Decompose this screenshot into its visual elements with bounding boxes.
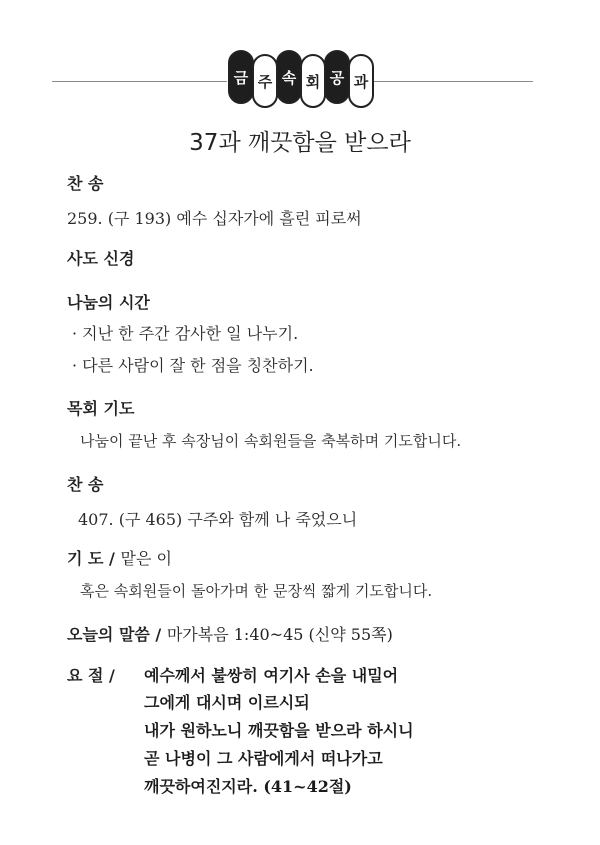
banner-rule-left [52, 81, 227, 82]
sharing-heading: 나눔의 시간 [67, 293, 150, 312]
lesson-banner [0, 48, 600, 108]
prayer-text: 혹은 속회원들이 돌아가며 한 문장씩 짧게 기도합니다. [80, 582, 433, 600]
banner-rule-right [373, 81, 533, 82]
word-heading-label: 오늘의 말씀 / [67, 625, 162, 644]
banner-char-3: 속 [276, 50, 302, 104]
banner-char-6: 과 [348, 54, 374, 108]
page-title: 37과 깨끗함을 받으라 [189, 130, 411, 156]
hymn2-text: 407. (구 465) 구주와 함께 나 죽었으니 [78, 510, 358, 529]
prayer-heading-label: 기 도 / [67, 549, 115, 568]
banner-char-2: 주 [252, 54, 278, 108]
hymn2-heading: 찬 송 [67, 475, 104, 494]
pastoral-prayer-heading: 목회 기도 [67, 399, 135, 418]
banner-char-5: 공 [324, 50, 350, 104]
verse-line-4: 곧 나병이 그 사람에게서 떠나가고 [144, 749, 383, 768]
creed-heading: 사도 신경 [67, 249, 135, 268]
pastoral-prayer-text: 나눔이 끝난 후 속장님이 속회원들을 축복하며 기도합니다. [80, 432, 462, 450]
verse-line-5: 깨끗하여진지라. (41~42절) [144, 777, 352, 796]
banner-char-1: 금 [228, 50, 254, 104]
prayer-heading-sub: 맡은 이 [120, 549, 172, 568]
verse-line-2: 그에게 대시며 이르시되 [144, 693, 310, 712]
sharing-item-2: · 다른 사람이 잘 한 점을 칭찬하기. [72, 356, 314, 375]
hymn1-text: 259. (구 193) 예수 십자가에 흘린 피로써 [67, 209, 362, 228]
sharing-item-1: · 지난 한 주간 감사한 일 나누기. [72, 324, 299, 343]
hymn1-heading: 찬 송 [67, 174, 104, 193]
word-scripture: 마가복음 1:40~45 (신약 55쪽) [166, 625, 393, 644]
word-heading [67, 622, 393, 645]
verse-heading: 요 절 / [67, 666, 115, 685]
prayer-heading [67, 546, 172, 569]
banner-char-4: 회 [300, 54, 326, 108]
verse-line-3: 내가 원하노니 깨끗함을 받으라 하시니 [144, 721, 414, 740]
verse-line-1: 예수께서 불쌍히 여기사 손을 내밀어 [144, 666, 399, 685]
